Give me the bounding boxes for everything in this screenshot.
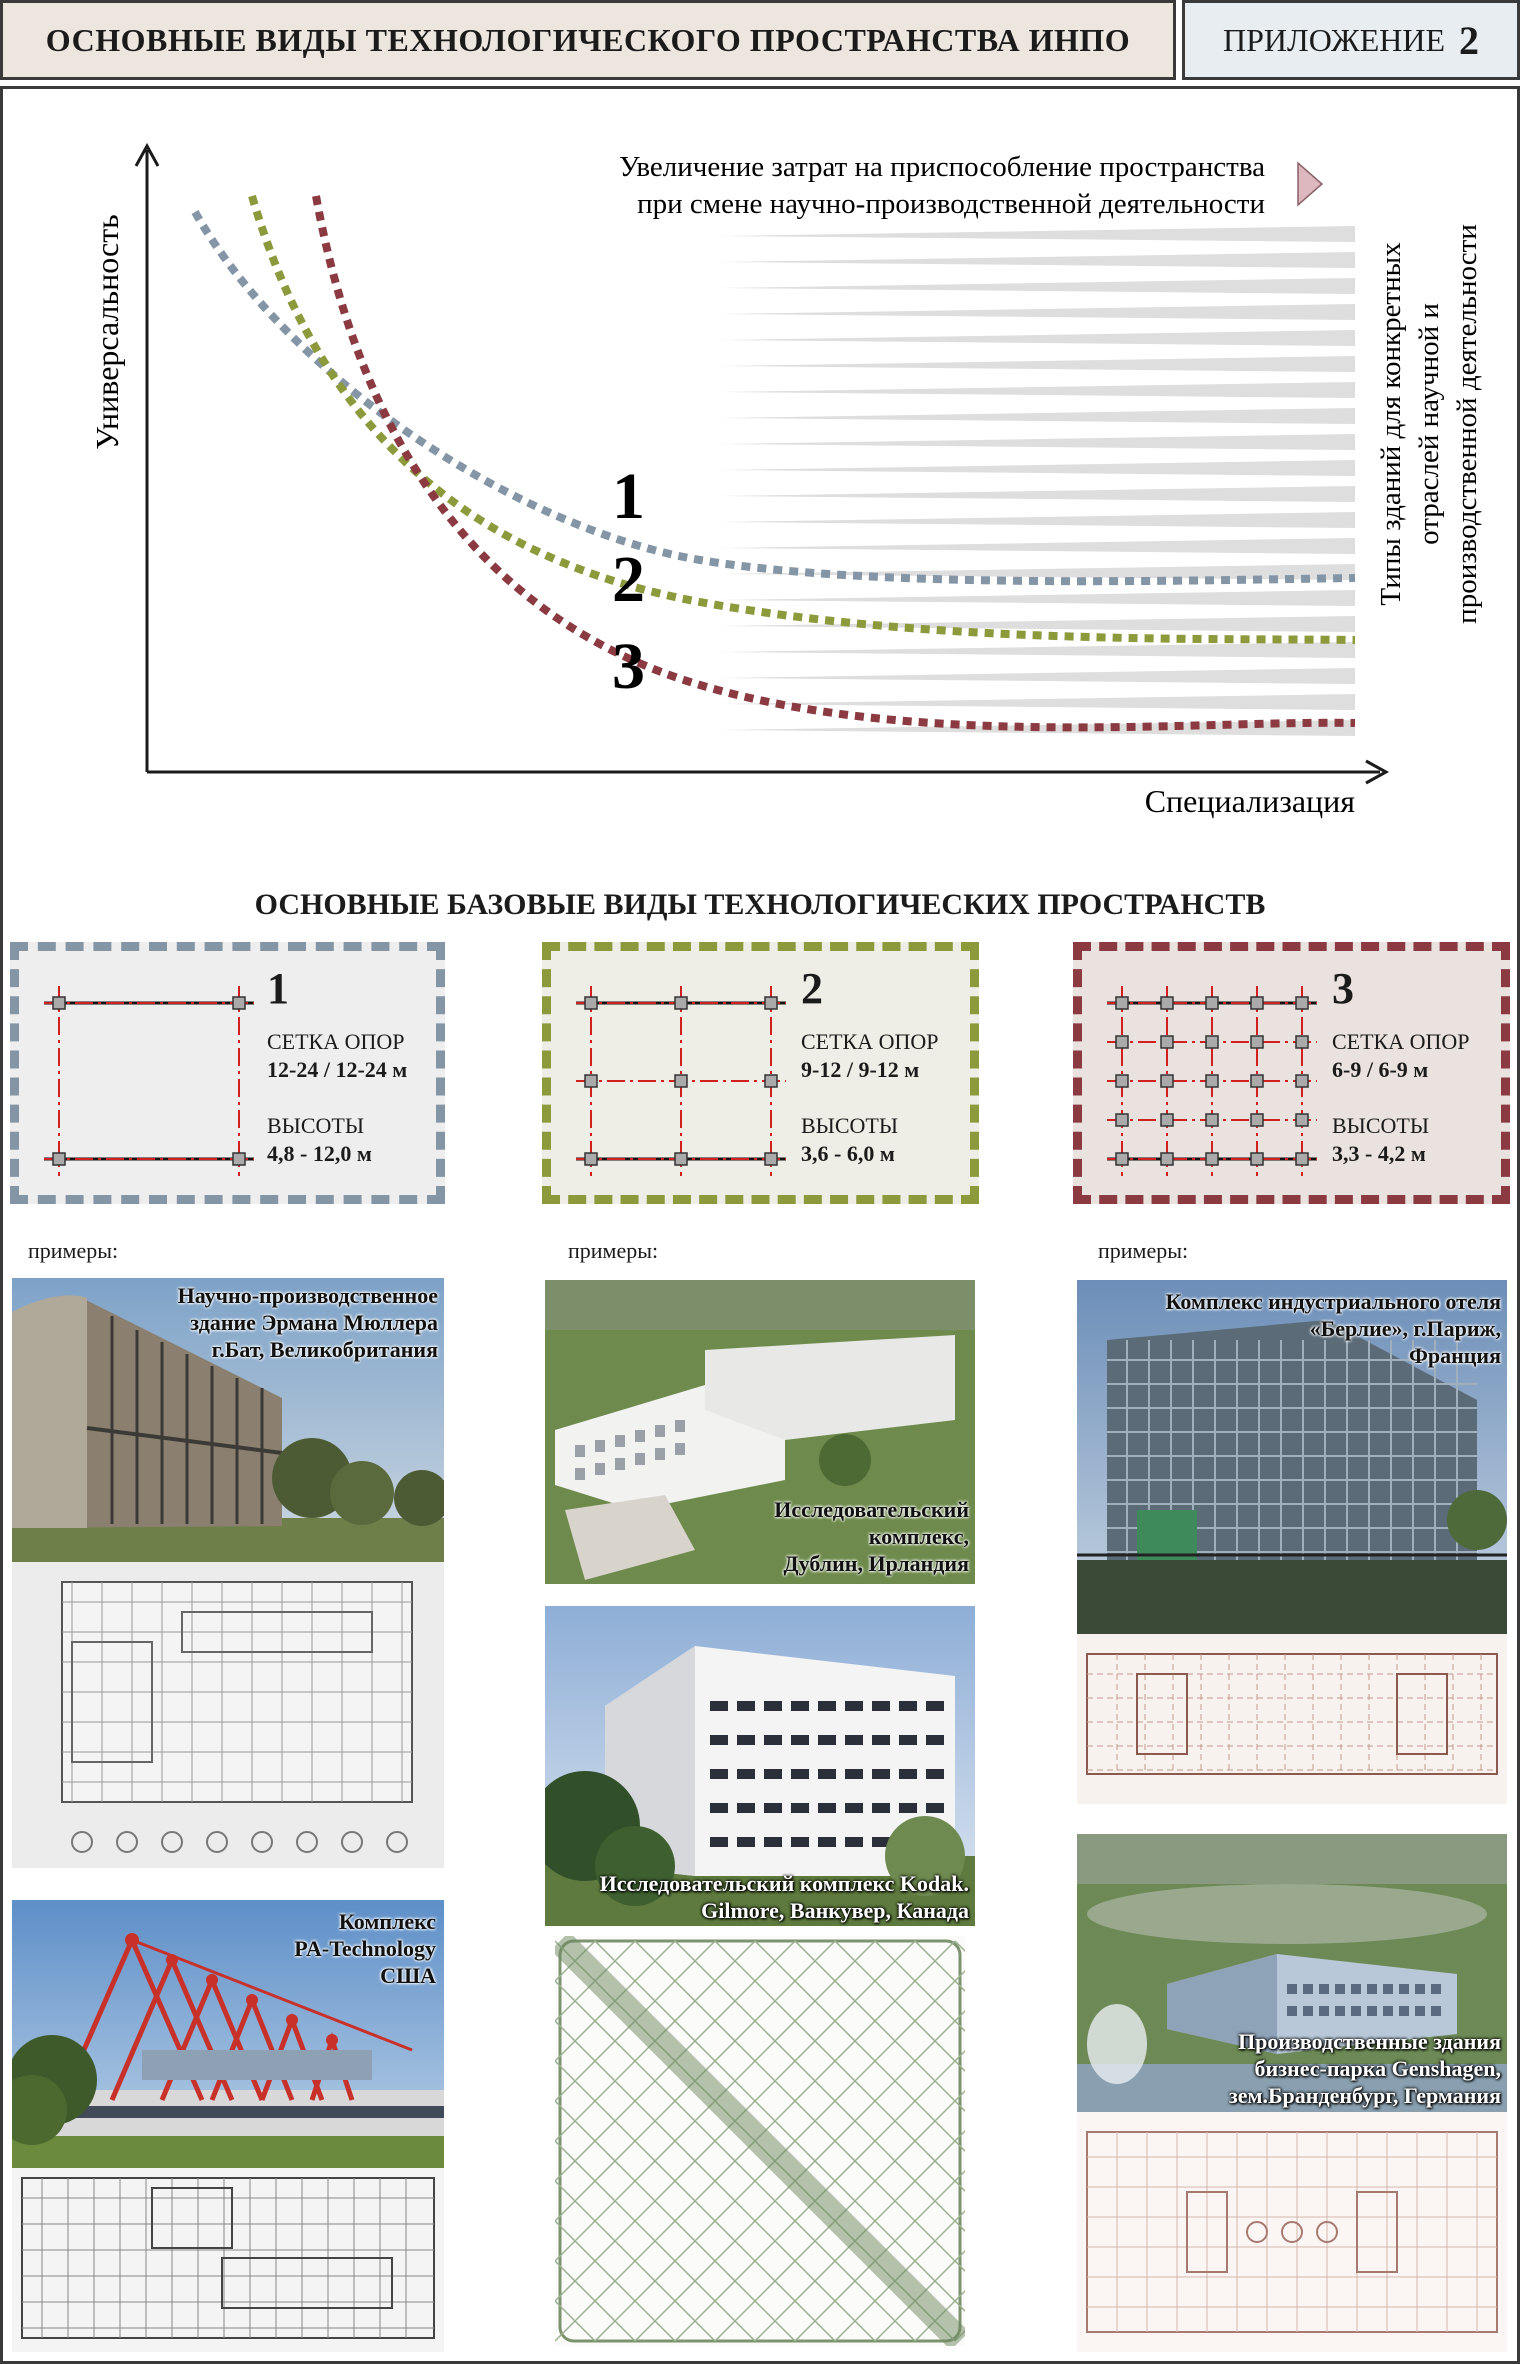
grid-label: СЕТКА ОПОР [1332,1029,1470,1054]
photo-pa-technology [12,1900,444,2168]
stripe [720,408,1355,424]
plan-berlier-hotel [1077,1634,1507,1804]
caption-line: Франция [1408,1343,1501,1368]
building-type-stripes [720,226,1355,736]
universality-specialization-diagram [0,86,1520,876]
caption-mueller [178,1282,438,1363]
page-title-text: ОСНОВНЫЕ ВИДЫ ТЕХНОЛОГИЧЕСКОГО ПРОСТРАНСТВА ИНПО [45,21,1131,58]
examples-label-2: примеры: [568,1238,659,1263]
stripe [720,642,1355,658]
grid-value: 6-9 / 6-9 м [1332,1057,1429,1082]
stripe [720,278,1355,294]
stripe [720,538,1355,554]
caption-line: Дублин, Ирландия [783,1551,969,1576]
y-axis-label: Универсальность [89,214,125,450]
stripe [720,434,1355,450]
examples-label-3: примеры: [1098,1238,1189,1263]
stripe [720,486,1355,502]
caption-line: «Берлие», г.Париж, [1309,1316,1501,1341]
caption-genshagen [1229,2028,1501,2109]
building-types-line2: отраслей научной и [1413,303,1445,545]
type-card-3 [1073,942,1510,1204]
stripe [720,382,1355,398]
caption-line: зем.Бранденбург, Германия [1228,2083,1501,2108]
support-grid-2-icon [571,981,791,1181]
type-card-2 [542,942,979,1204]
caption-line: США [380,1963,436,1988]
stripe [720,226,1355,242]
caption-line: PA-Technology [294,1936,436,1961]
grid-label: СЕТКА ОПОР [267,1029,405,1054]
type-number: 3 [1332,964,1354,1013]
photo-genshagen [1077,1834,1507,2112]
photo-mueller-building [12,1278,444,1562]
appendix-badge [1182,0,1520,80]
caption-line: Исследовательский [774,1497,969,1522]
caption-line: комплекс, [868,1524,969,1549]
plan-pa-technology [12,2168,444,2352]
caption-line: г.Бат, Великобритания [211,1337,438,1362]
plan-kodak-complex [555,1936,965,2346]
stripe [720,252,1355,268]
photo-berlier-hotel [1077,1280,1507,1634]
type-number: 2 [801,964,823,1013]
caption-dublin [774,1496,969,1577]
caption-line: Исследовательский комплекс Kodak. [599,1871,969,1896]
building-types-line1: Типы зданий для конкретных [1375,242,1407,606]
examples-label-1: примеры: [28,1238,119,1263]
photo-dublin-complex [545,1280,975,1584]
curve-label-1: 1 [612,460,645,533]
curve-label-3: 3 [612,630,645,703]
caption-line: Научно-производственное [177,1283,438,1308]
type-card-1 [10,942,445,1204]
page-title [0,0,1176,80]
height-value: 3,6 - 6,0 м [801,1141,895,1166]
stripe [720,304,1355,320]
stripe [720,512,1355,528]
height-label: ВЫСОТЫ [267,1113,365,1138]
caption-berlier [1166,1288,1501,1369]
grid-value: 9-12 / 9-12 м [801,1057,920,1082]
plan-mueller-building [12,1562,444,1868]
appendix-number: 2 [1459,17,1479,63]
grid-value: 12-24 / 12-24 м [267,1057,408,1082]
building-types-note [1375,224,1483,624]
plan-genshagen [1077,2112,1507,2352]
height-label: ВЫСОТЫ [801,1113,899,1138]
cost-arrow-icon [1298,163,1322,205]
height-label: ВЫСОТЫ [1332,1113,1430,1138]
section-title: ОСНОВНЫЕ БАЗОВЫЕ ВИДЫ ТЕХНОЛОГИЧЕСКИХ ПРОСТРАНСТВ [254,888,1266,921]
caption-kodak [600,1870,969,1924]
caption-pa-technology [294,1908,436,1989]
cost-note-line2: при смене научно-производственной деятельности [637,188,1265,220]
height-value: 4,8 - 12,0 м [267,1141,372,1166]
curve-label-2: 2 [612,543,645,616]
cost-note-line1: Увеличение затрат на приспособление пространства [619,151,1265,183]
caption-line: Комплекс [338,1909,436,1934]
stripe [720,356,1355,372]
caption-line: Комплекс индустриального отеля [1165,1289,1501,1314]
caption-line: Производственные здания [1238,2029,1501,2054]
building-types-line3: производственной деятельности [1451,224,1483,624]
stripe [720,590,1355,606]
caption-line: Gilmore, Ванкувер, Канада [701,1898,969,1923]
caption-line: здание Эрмана Мюллера [190,1310,438,1335]
type-number: 1 [267,964,289,1013]
x-axis-label: Специализация [1144,783,1355,819]
support-grid-1-icon [39,981,259,1181]
grid-label: СЕТКА ОПОР [801,1029,939,1054]
stripe [720,460,1355,476]
stripe [720,668,1355,684]
appendix-label: ПРИЛОЖЕНИЕ [1222,21,1445,58]
height-value: 3,3 - 4,2 м [1332,1141,1426,1166]
stripe [720,330,1355,346]
photo-kodak-complex [545,1606,975,1926]
support-grid-3-icon [1102,981,1322,1181]
caption-line: бизнес-парка Genshagen, [1254,2056,1501,2081]
